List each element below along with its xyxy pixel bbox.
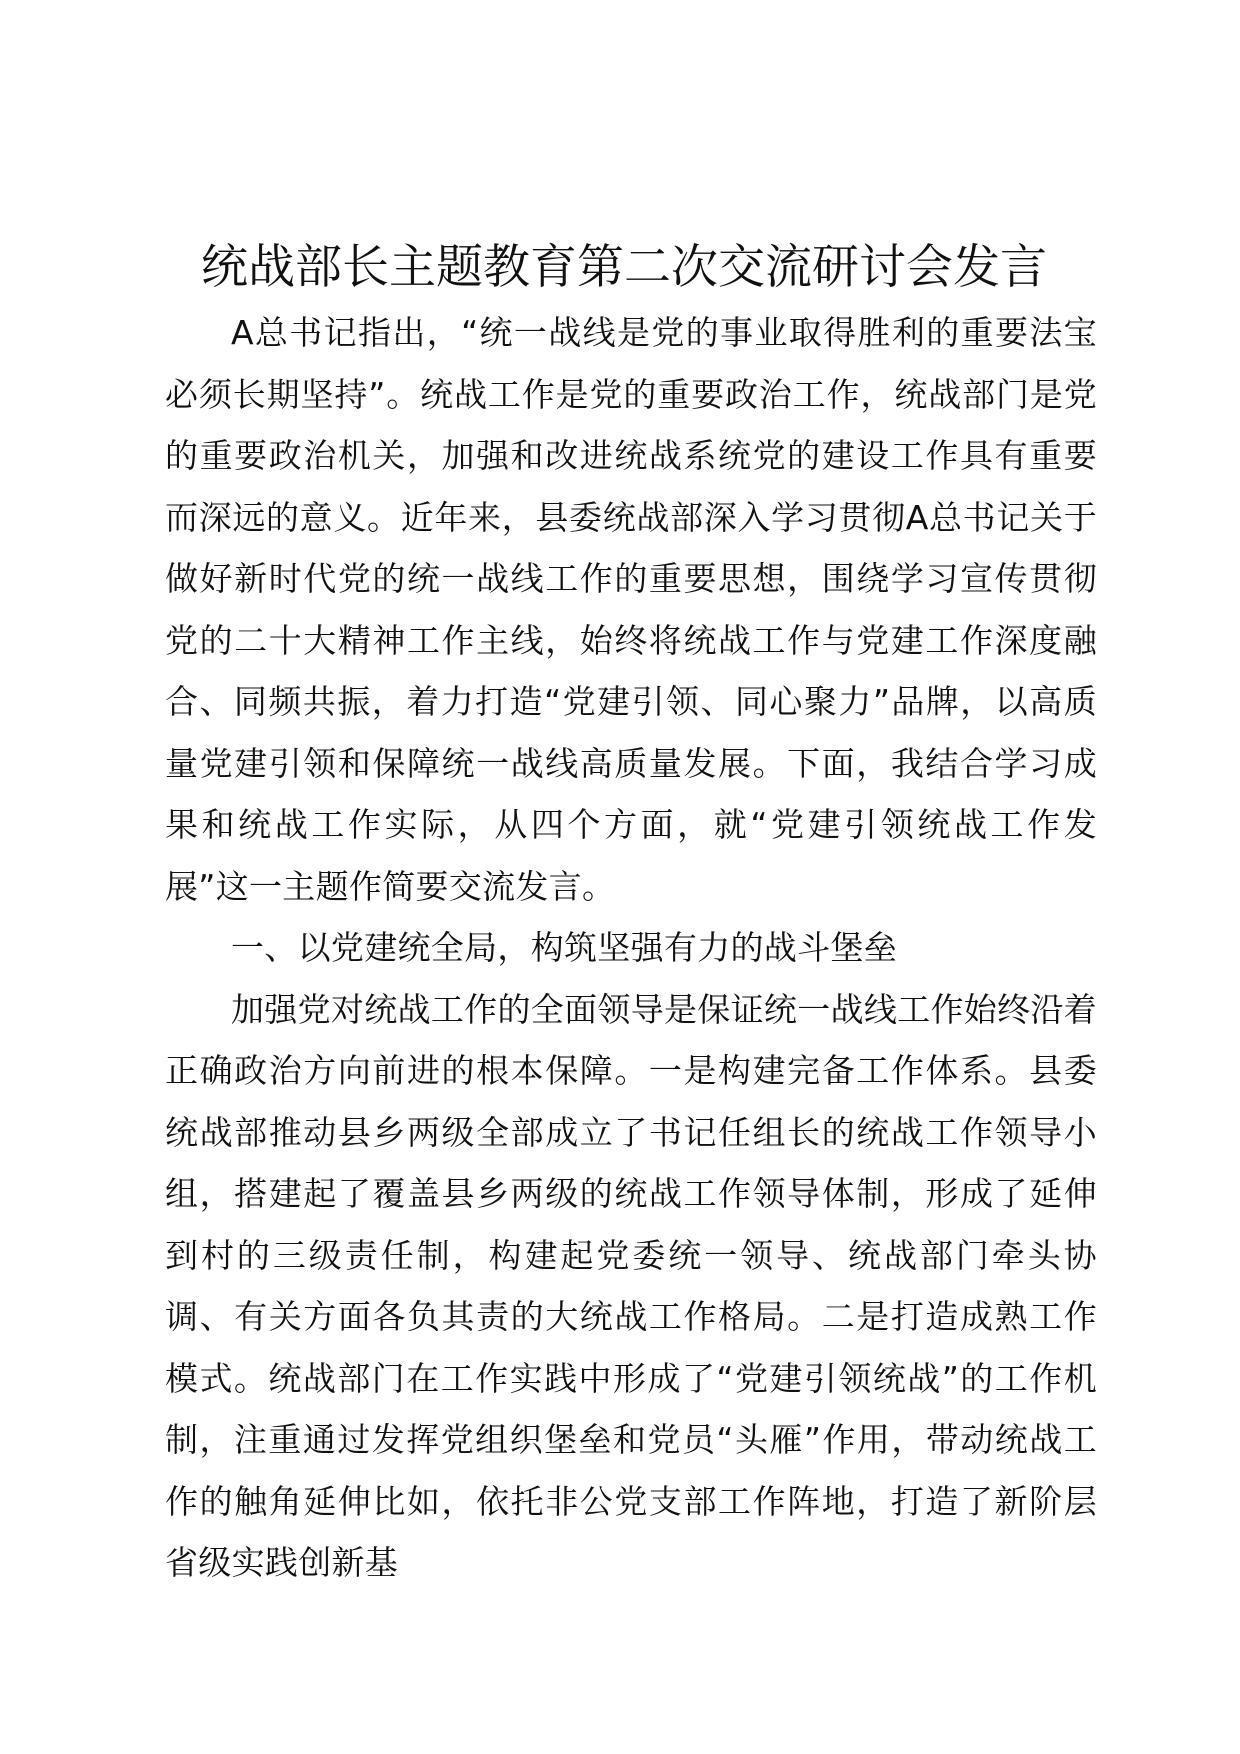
document-title: 统战部长主题教育第二次交流研讨会发言 bbox=[201, 240, 1047, 295]
section-paragraph: 加强党对统战工作的全面领导是保证统一战线工作始终沿着正确政治方向前进的根本保障。一是构建完备工作体系。县委统战部推动县乡两级全部成立了书记任组长的统战工作领导小组，搭建起了覆盖县乡两级的统战工作领导体制，形成了延伸到村的三级责任制，构建起党委统一领导、统战部门牵头协调、有关方面各负其责的大统战工作格局。二是打造成熟工作模式。统战部门在工作实践中形成了“党建引领统战”的工作机制，注重通过发挥党组织堡垒和党员“头雁”作用，带动统战工作的触角延伸比如，依托非公党支部工作阵地，打造了新阶层省级实践创新基 bbox=[165, 989, 1097, 1582]
section-heading: 一、以党建统全局，构筑坚强有力的战斗堡垒 bbox=[231, 928, 897, 967]
intro-paragraph: A总书记指出，“统一战线是党的事业取得胜利的重要法宝必须长期坚持”。统战工作是党的重要政治工作，统战部门是党的重要政治机关，加强和改进统战系统党的建设工作具有重要而深远的意义。近年来，县委统战部深入学习贯彻A总书记关于做好新时代党的统一战线工作的重要思想，围绕学习宣传贯彻党的二十大精神工作主线，始终将统战工作与党建工作深度融合、同频共振，着力打造“党建引领、同心聚力”品牌，以高质量党建引领和保障统一战线高质量发展。下面，我结合学习成果和统战工作实际，从四个方面，就“党建引领统战工作发展”这一主题作简要交流发言。 bbox=[165, 313, 1097, 906]
document-body bbox=[165, 302, 1097, 1594]
